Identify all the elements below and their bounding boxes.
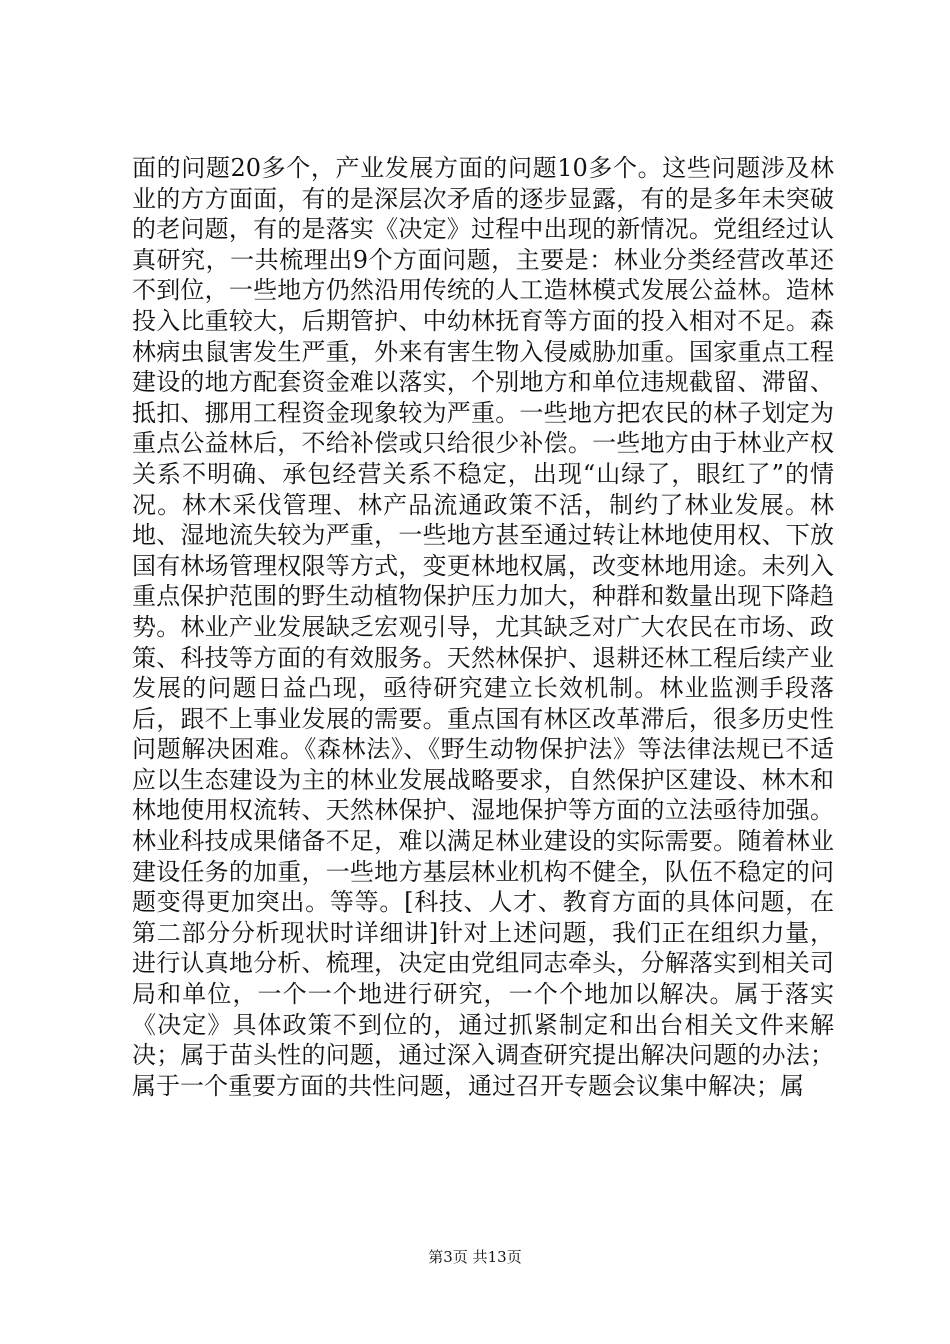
page-number-footer: 第3页 共13页 bbox=[428, 1248, 522, 1266]
body-paragraph: 面的问题20多个，产业发展方面的问题10多个。这些问题涉及林业的方方面面，有的是深层次矛盾的逐步显露，有的是多年未突破的老问题，有的是落实《决定》过程中出现的新情况。党组经过认真研究，一共梳理出9个方面问题，主要是：林业分类经营改革还不到位，一些地方仍然沿用传统的人工造林模式发展公益林。造林投入比重较大，后期管护、中幼林抚育等方面的投入相对不足。森林病虫鼠害发生严重，外来有害生物入侵威胁加重。国家重点工程建设的地方配套资金难以落实，个别地方和单位违规截留、滞留、抵扣、挪用工程资金现象较为严重。一些地方把农民的林子划定为重点公益林后，不给补偿或只给很少补偿。一些地方由于林业产权关系不明确、承包经营关系不稳定，出现“山绿了，眼红了”的情况。林木采伐管理、林产品流通政策不活，制约了林业发展。林地、湿地流失较为严重，一些地方甚至通过转让林地使用权、下放国有林场管理权限等方式，变更林地权属，改变林地用途。未列入重点保护范围的野生动植物保护压力加大，种群和数量出现下降趋势。林业产业发展缺乏宏观引导，尤其缺乏对广大农民在市场、政策、科技等方面的有效服务。天然林保护、退耕还林工程后续产业发展的问题日益凸现，亟待研究建立长效机制。林业监测手段落后，跟不上事业发展的需要。重点国有林区改革滞后，很多历史性问题解决困难。《森林法》、《野生动物保护法》等法律法规已不适应以生态建设为主的林业发展战略要求，自然保护区建设、林木和林地使用权流转、天然林保护、湿地保护等方面的立法亟待加强。林业科技成果储备不足，难以满足林业建设的实际需要。随着林业建设任务的加重，一些地方基层林业机构不健全，队伍不稳定的问题变得更加突出。等等。[科技、人才、教育方面的具体问题，在第二部分分析现状时详细讲]针对上述问题，我们正在组织力量，进行认真地分析、梳理，决定由党组同志牵头，分解落实到相关司局和单位，一个一个地进行研究，一个个地加以解决。属于落实《决定》具体政策不到位的，通过抓紧制定和出台相关文件来解决；属于苗头性的问题，通过深入调查研究提出解决问题的办法；属于一个重要方面的共性问题，通过召开专题会议集中解决；属 bbox=[132, 154, 834, 1100]
